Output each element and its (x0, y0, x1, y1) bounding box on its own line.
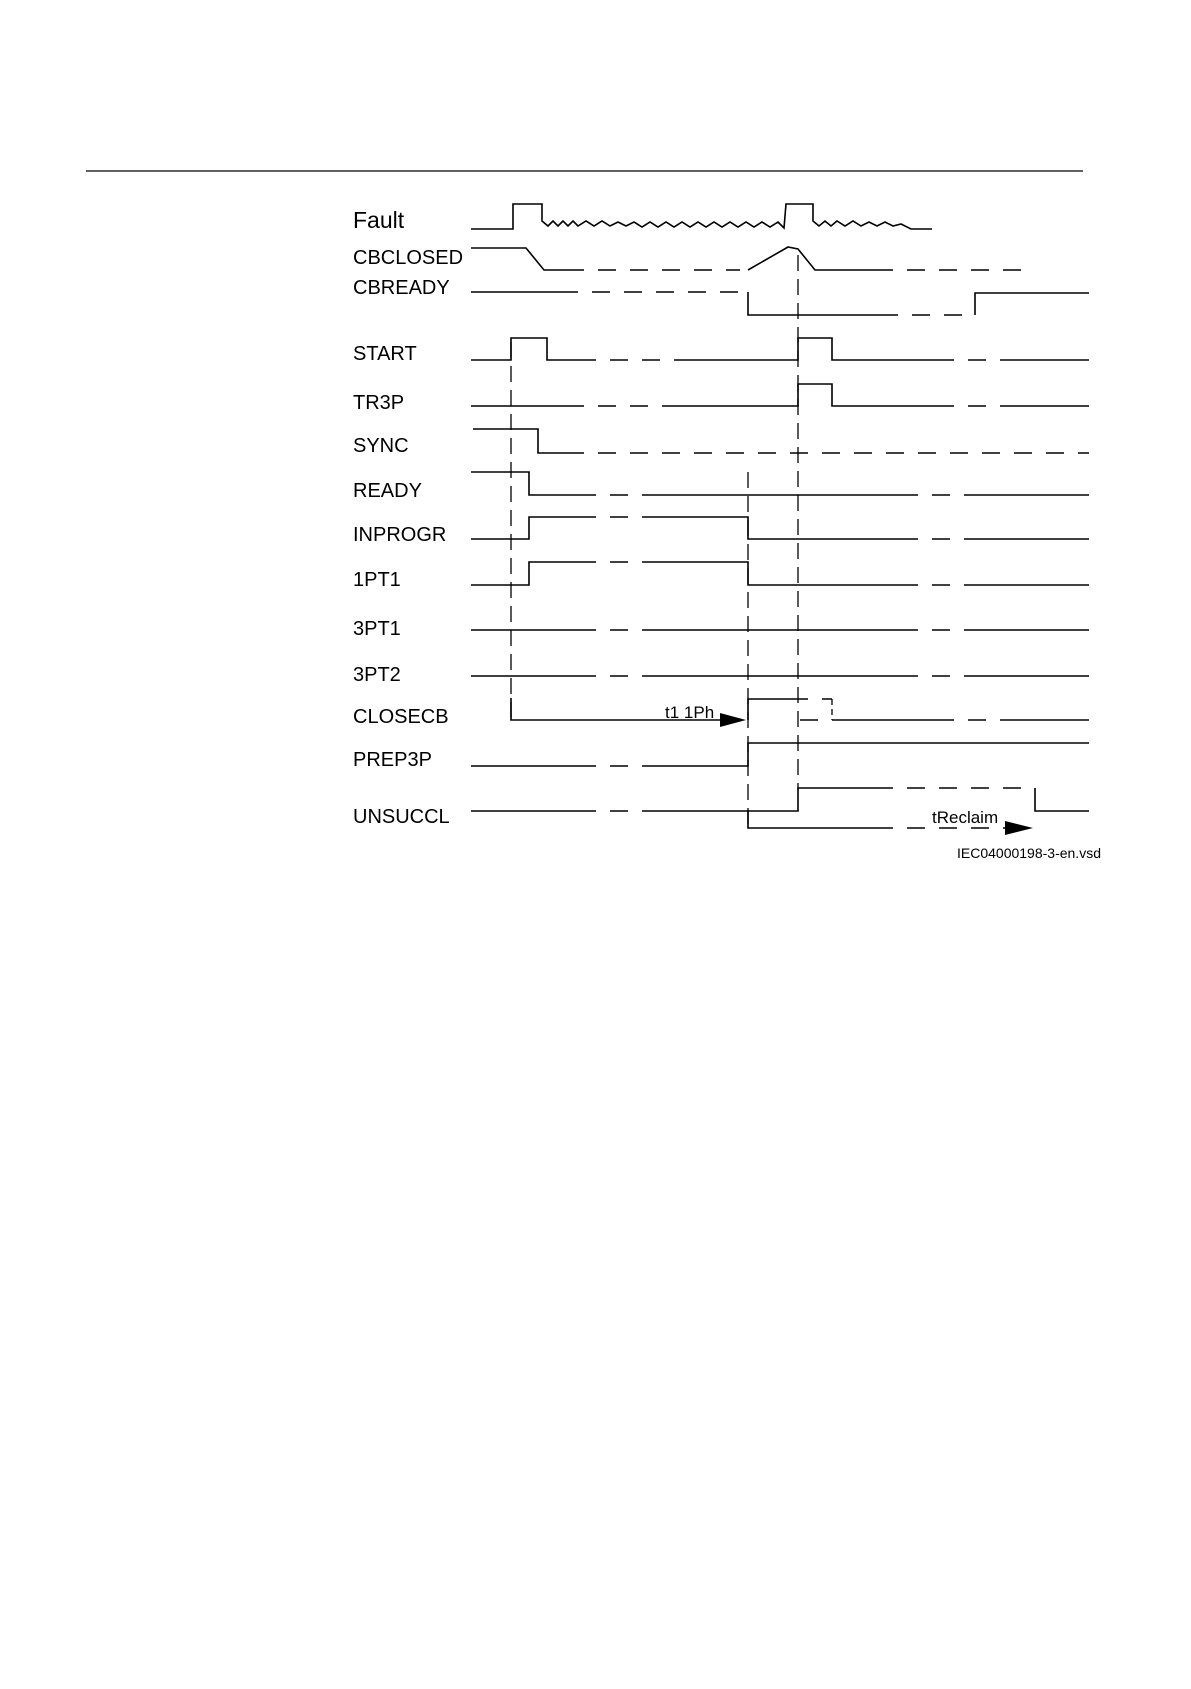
t1-arrowhead (720, 713, 746, 727)
waveform-prep3p (471, 743, 1089, 766)
label-unsuccl: UNSUCCL (353, 806, 450, 828)
figure-id: IEC04000198-3-en.vsd (957, 845, 1101, 861)
waveform-fault (471, 204, 932, 229)
label-inprogr: INPROGR (353, 524, 447, 546)
label-3pt2: 3PT2 (353, 664, 401, 686)
waveform-cbclosed (471, 247, 1030, 270)
waveform-start (471, 338, 1089, 360)
waveform-inprogr (471, 517, 1089, 539)
label-fault: Fault (353, 207, 405, 233)
waveform-closecb (511, 698, 1089, 727)
label-tr3p: TR3P (353, 392, 405, 414)
waveform-ready (471, 472, 1089, 495)
label-3pt1: 3PT1 (353, 618, 401, 640)
waveform-1pt1 (471, 562, 1089, 585)
timer-label-t1: t1 1Ph (665, 703, 715, 722)
label-closecb: CLOSECB (353, 706, 449, 728)
waveform-unsuccl (471, 788, 1089, 835)
waveform-tr3p (471, 384, 1089, 406)
timer-label-treclaim: tReclaim (932, 808, 999, 827)
waveform-cbready (471, 292, 1089, 315)
label-cbready: CBREADY (353, 277, 450, 299)
label-sync: SYNC (353, 435, 409, 457)
label-cbclosed: CBCLOSED (353, 247, 464, 269)
label-ready: READY (353, 480, 422, 502)
waveform-sync (473, 429, 1089, 453)
label-1pt1: 1PT1 (353, 569, 401, 591)
label-start: START (353, 343, 417, 365)
label-prep3p: PREP3P (353, 749, 432, 771)
treclaim-arrowhead (1005, 821, 1033, 835)
